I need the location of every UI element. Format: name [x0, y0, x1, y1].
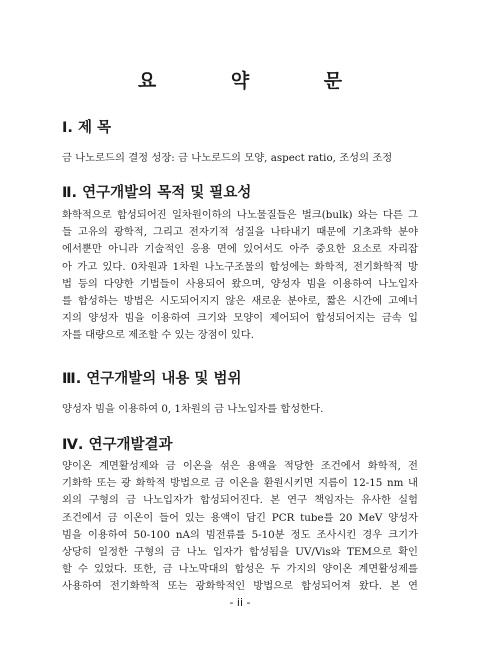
paragraph-line: 지의 양성자 빔을 이용하여 크기와 모양이 제어되어 합성되어지는 금속 입 — [62, 312, 418, 325]
section-2-paragraph — [62, 207, 418, 345]
paragraph-line: 자를 대량으로 제조할 수 있는 장점이 있다. — [62, 329, 255, 342]
paragraph-line: 를 합성하는 방법은 시도되어지지 않은 새로운 분야로, 짧은 시간에 고예너 — [62, 295, 418, 308]
section-3-heading: Ⅲ. 연구개발의 내용 및 범위 — [62, 371, 242, 387]
paragraph-line: 외의 구형의 금 나노입자가 합성되어진다. 본 연구 책임자는 유사한 실험 — [62, 494, 418, 507]
section-1-heading: Ⅰ. 제 목 — [62, 120, 112, 136]
paragraph-line: 기화학 또는 광 화학적 방법으로 금 이온을 환원시키면 지름이 12-15 nm 내 — [62, 477, 418, 490]
section-2-heading: Ⅱ. 연구개발의 목적 및 필요성 — [62, 185, 252, 201]
paragraph-line: 상당히 일정한 구형의 금 나노 입자가 합성됨을 UV/Vis와 TEM으로 확인 — [62, 546, 418, 559]
section-1-text: 금 나노로드의 결정 성장: 금 나노로드의 모양, aspect ratio, 조성의 조정 — [62, 152, 393, 164]
section-4-paragraph — [62, 458, 418, 596]
paragraph-line: 사용하여 전기화학적 또는 광화학적인 방법으로 합성되어져 왔다. 본 연 — [62, 580, 418, 593]
paragraph-line: 에서뿐만 아니라 기술적인 응용 면에 있어서도 아주 중요한 요소로 자리잡 — [62, 243, 418, 256]
section-3-text: 양성자 빔을 이용하여 0, 1차원의 금 나노입자를 합성한다. — [62, 403, 324, 415]
paragraph-line: 빔을 이용하여 50-100 nA의 빔전류를 5-10분 정도 조사시킨 경우 크기가 — [62, 528, 418, 541]
paragraph-line: 들 고유의 광학적, 그리고 전자기적 성질을 나타내기 때문에 기초과학 분야 — [62, 226, 418, 239]
page-title: 요 약 문 — [137, 70, 377, 92]
paragraph-line: 화학적으로 합성되어진 일차원이하의 나노물질들은 벌크(bulk) 와는 다른 그 — [62, 209, 418, 221]
page-number: - ii - — [229, 596, 251, 609]
paragraph-line: 할 수 있었다. 또한, 금 나노막대의 합성은 두 가지의 양이온 계면활성제를 — [62, 563, 418, 576]
section-4-heading: Ⅳ. 연구개발결과 — [62, 437, 173, 453]
paragraph-line: 조건에서 금 이온이 들어 있는 용액이 담긴 PCR tube를 20 MeV 양성자 — [62, 511, 418, 524]
paragraph-line: 아 가고 있다. 0차원과 1차원 나노구조물의 합성에는 화학적, 전기화학적 방 — [62, 260, 418, 273]
paragraph-line: 양이온 계면활성제와 금 이온을 섞은 용액을 적당한 조건에서 화학적, 전 — [62, 460, 418, 472]
paragraph-line: 법 등의 다양한 기법들이 사용되어 왔으며, 양성자 빔을 이용하여 나노입자 — [62, 277, 418, 290]
